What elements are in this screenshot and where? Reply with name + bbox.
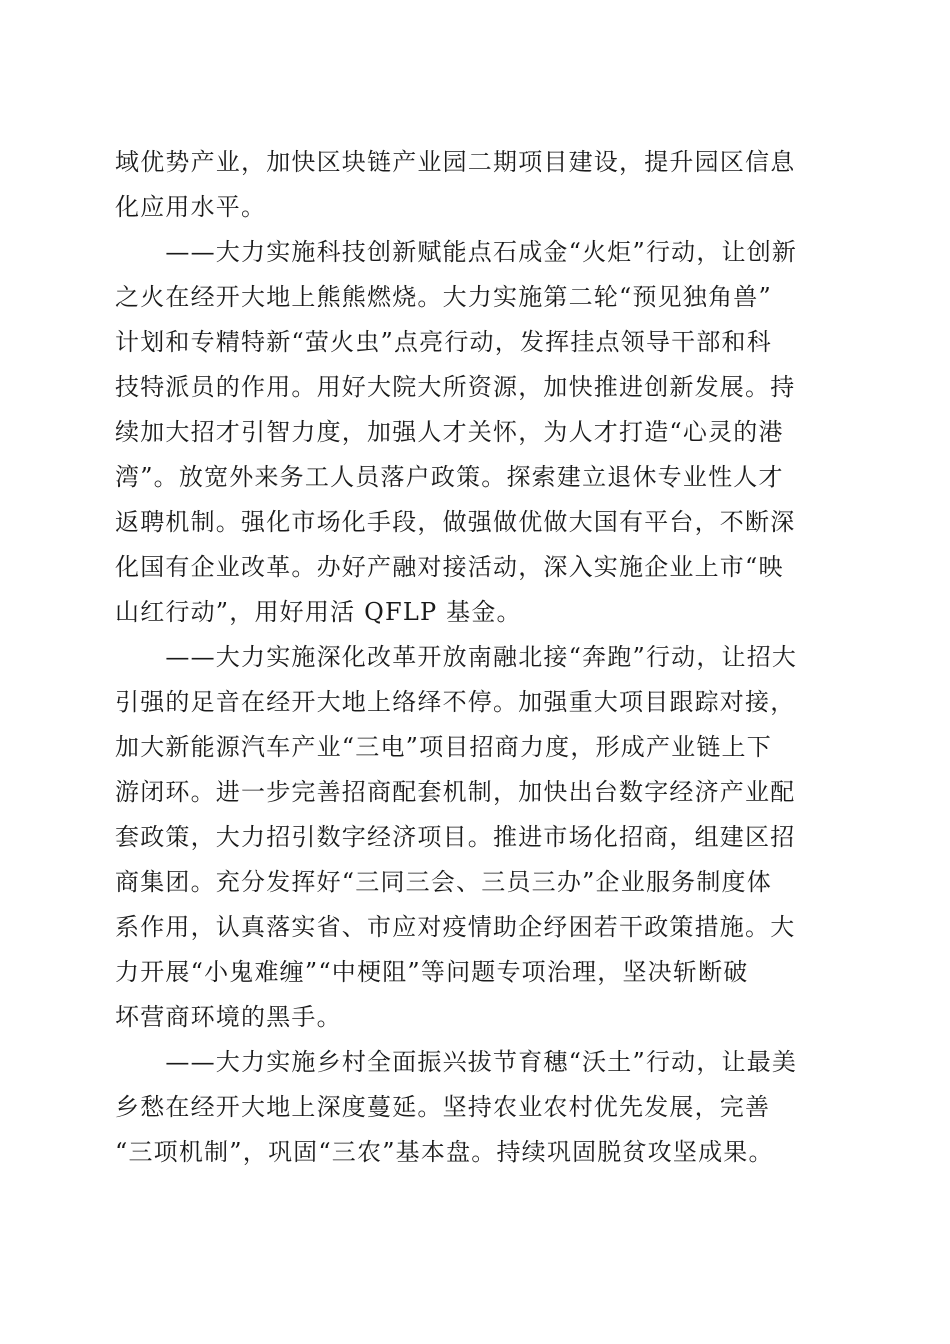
body-text bbox=[115, 140, 835, 1175]
text-line: 域优势产业，加快区块链产业园二期项目建设，提升园区信息 bbox=[115, 148, 796, 176]
text-line: ——大力实施科技创新赋能点石成金“火炬”行动，让创新 bbox=[115, 238, 798, 266]
text-line: 之火在经开大地上熊熊燃烧。大力实施第二轮“预见独角兽” bbox=[115, 283, 772, 311]
text-line: 返聘机制。强化市场化手段，做强做优做大国有平台，不断深 bbox=[115, 508, 796, 536]
text-line: 山红行动”，用好用活 QFLP 基金。 bbox=[115, 598, 522, 626]
text-line: ——大力实施深化改革开放南融北接“奔跑”行动，让招大 bbox=[115, 643, 798, 671]
text-line: 加大新能源汽车产业“三电”项目招商力度，形成产业链上下 bbox=[115, 733, 772, 761]
text-line: 技特派员的作用。用好大院大所资源，加快推进创新发展。持 bbox=[115, 373, 796, 401]
text-line: 力开展“小鬼难缠”“中梗阻”等问题专项治理，坚决斩断破 bbox=[115, 958, 749, 986]
text-line: 化应用水平。 bbox=[115, 193, 267, 221]
text-line: 游闭环。进一步完善招商配套机制，加快出台数字经济产业配 bbox=[115, 778, 796, 806]
text-line: 坏营商环境的黑手。 bbox=[115, 1003, 342, 1031]
text-line: 计划和专精特新“萤火虫”点亮行动，发挥挂点领导干部和科 bbox=[115, 328, 772, 356]
text-line: ——大力实施乡村全面振兴拔节育穗“沃土”行动，让最美 bbox=[115, 1048, 798, 1076]
text-line: 续加大招才引智力度，加强人才关怀，为人才打造“心灵的港 bbox=[115, 418, 784, 446]
text-line: 系作用，认真落实省、市应对疫情助企纾困若干政策措施。大 bbox=[115, 913, 796, 941]
text-line: 商集团。充分发挥好“三同三会、三员三办”企业服务制度体 bbox=[115, 868, 772, 896]
text-line: 湾”。放宽外来务工人员落户政策。探索建立退休专业性人才 bbox=[115, 463, 784, 491]
text-line: 引强的足音在经开大地上络绎不停。加强重大项目跟踪对接， bbox=[115, 688, 796, 716]
text-line: 乡愁在经开大地上深度蔓延。坚持农业农村优先发展，完善 bbox=[115, 1093, 771, 1121]
text-line: 化国有企业改革。办好产融对接活动，深入实施企业上市“映 bbox=[115, 553, 784, 581]
text-line: “三项机制”，巩固“三农”基本盘。持续巩固脱贫攻坚成果。 bbox=[115, 1138, 774, 1166]
text-line: 套政策，大力招引数字经济项目。推进市场化招商，组建区招 bbox=[115, 823, 796, 851]
